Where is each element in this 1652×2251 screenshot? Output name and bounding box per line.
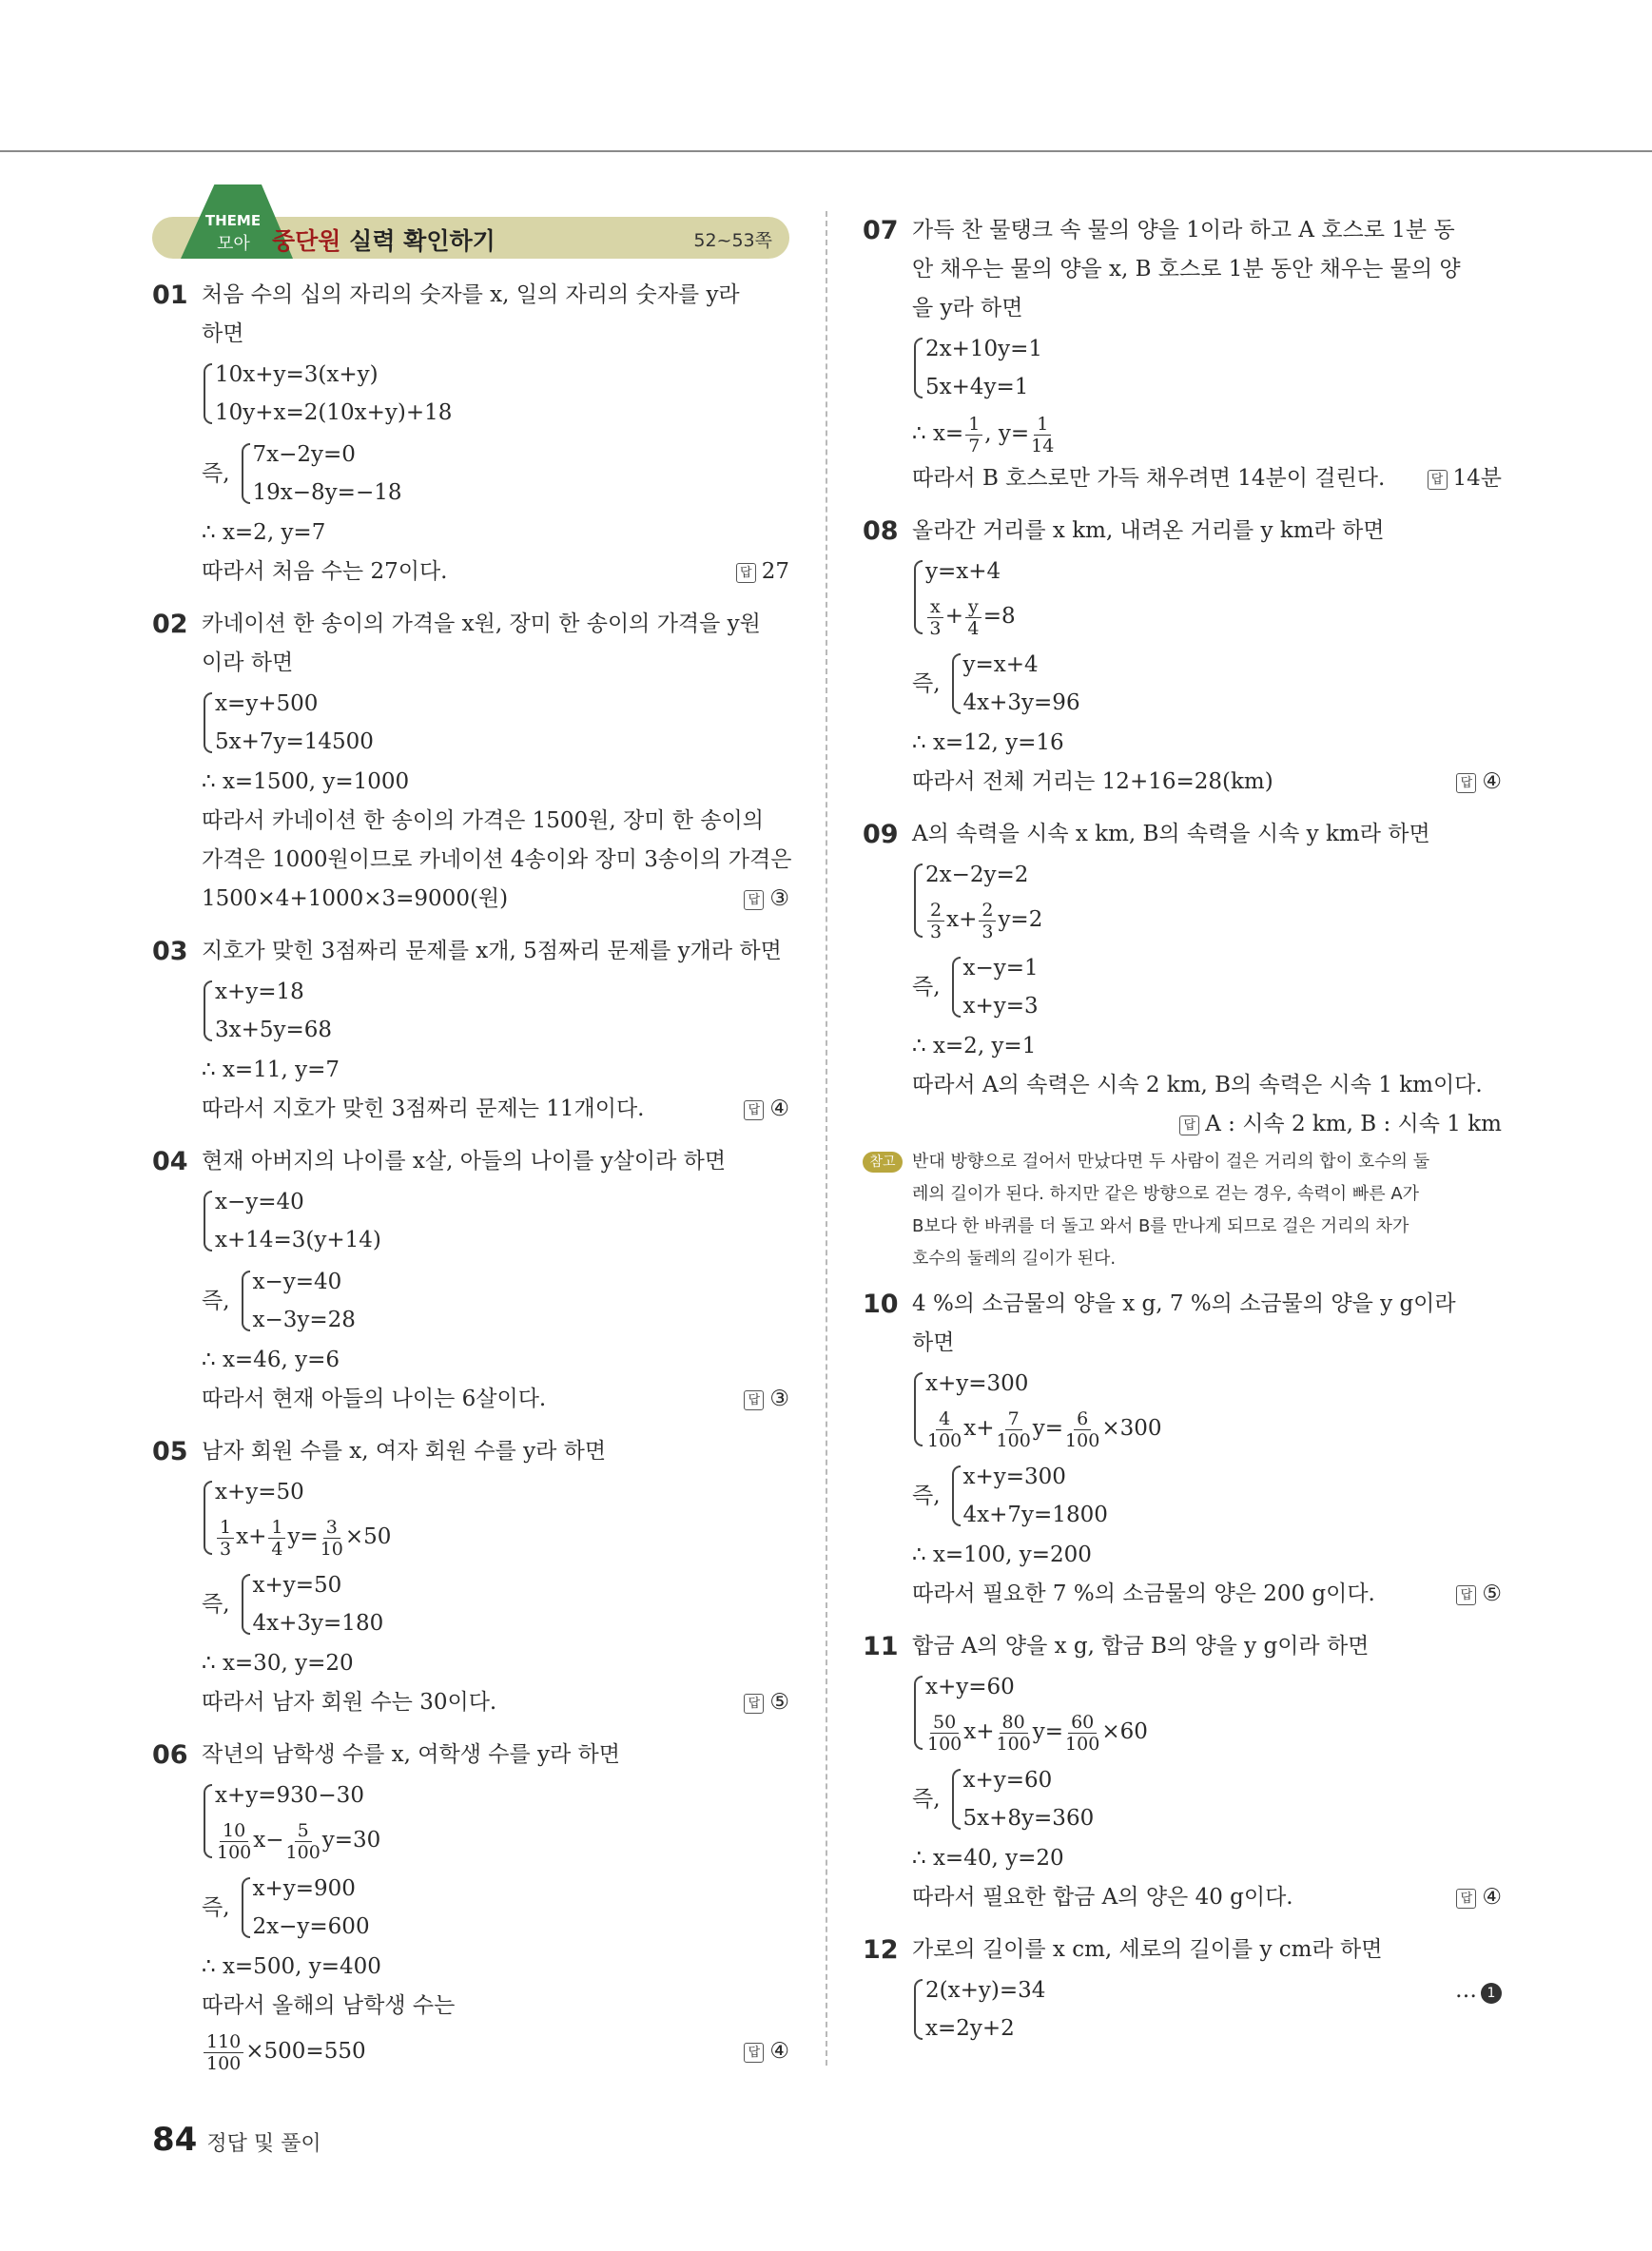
equation: x+y=900 xyxy=(252,1876,356,1901)
section-title-accent: 중단원 xyxy=(272,227,341,255)
equation: x−y=1 xyxy=(962,956,1039,980)
equation: x=y+500 xyxy=(215,691,319,716)
answer-value: ④ xyxy=(769,2039,789,2064)
equation: x−y=40 xyxy=(252,1270,342,1294)
section-title-rest: 실력 확인하기 xyxy=(349,227,496,255)
solution: ∴ x=2, y=7 xyxy=(202,520,326,545)
simplified-system xyxy=(912,644,1502,724)
answer xyxy=(1456,1878,1502,1917)
equation: x+14=3(y+14) xyxy=(215,1228,381,1252)
problem-12 xyxy=(863,1931,1502,2047)
solution: ∴ x=2, y=1 xyxy=(912,1034,1037,1058)
equation-system xyxy=(950,1761,1095,1837)
numerator: 7 xyxy=(1005,1408,1022,1430)
conclusion xyxy=(912,1575,1502,1614)
fraction xyxy=(979,900,996,942)
denominator: 4 xyxy=(967,617,980,639)
equation: 2x+10y=1 xyxy=(925,337,1043,361)
equation: y=x+4 xyxy=(925,559,1001,584)
note-tag: 참고 xyxy=(863,1152,903,1173)
conclusion xyxy=(912,1878,1502,1917)
solution: ∴ x=30, y=20 xyxy=(202,1651,354,1676)
solution: ∴ x=100, y=200 xyxy=(912,1543,1092,1567)
problem-08 xyxy=(863,512,1502,802)
solution: ∴ x=1500, y=1000 xyxy=(202,769,410,794)
problem-04 xyxy=(152,1142,789,1419)
answer xyxy=(744,2026,789,2077)
theme-badge-top: THEME xyxy=(204,212,262,229)
top-rule xyxy=(0,150,1652,152)
equation xyxy=(925,1403,1502,1454)
solution: ∴ x=46, y=6 xyxy=(202,1348,340,1372)
answer-value: ⑤ xyxy=(1482,1582,1502,1606)
simplified-system xyxy=(912,1456,1502,1536)
fraction xyxy=(1065,1408,1099,1451)
problem-text: 합금 A의 양을 x g, 합금 B의 양을 y g이라 하면 xyxy=(912,1634,1370,1659)
problem-number: 02 xyxy=(152,610,188,639)
left-column xyxy=(152,211,792,2090)
problem-text: 작년의 남학생 수를 x, 여학생 수를 y라 하면 xyxy=(202,1742,620,1767)
conclusion-text: 따라서 현재 아들의 나이는 6살이다. xyxy=(202,1387,547,1411)
problem-09 xyxy=(863,815,1502,1144)
numerator: 110 xyxy=(204,2031,243,2053)
page-footer xyxy=(152,2121,321,2159)
equation: 2x−y=600 xyxy=(252,1914,370,1939)
answer-icon: 답 xyxy=(744,1390,764,1410)
problem-02 xyxy=(152,605,792,919)
numerator: 2 xyxy=(927,900,944,922)
answer xyxy=(744,1683,789,1722)
solution: ∴ x=500, y=400 xyxy=(202,1954,381,1979)
problem-text: 처음 수의 십의 자리의 숫자를 x, 일의 자리의 숫자를 y라 xyxy=(202,282,740,307)
term: y= xyxy=(1032,1719,1064,1744)
term: ×50 xyxy=(344,1524,392,1549)
numerator: 60 xyxy=(1068,1712,1097,1734)
problem-07 xyxy=(863,211,1502,498)
column-divider xyxy=(826,211,827,2066)
jeuk-label: 즉, xyxy=(912,974,941,999)
jeuk-label: 즉, xyxy=(912,1786,941,1812)
problem-11 xyxy=(863,1627,1502,1917)
problem-number: 09 xyxy=(863,820,899,849)
answer-icon: 답 xyxy=(736,563,756,583)
equation-system xyxy=(202,973,789,1049)
term: y= xyxy=(287,1524,319,1549)
equation-system xyxy=(202,685,789,761)
solution: ∴ x=40, y=20 xyxy=(912,1846,1064,1871)
conclusion-text: 따라서 필요한 7 %의 소금물의 양은 200 g이다. xyxy=(912,1582,1375,1606)
term: + xyxy=(944,604,963,629)
problem-text: 카네이션 한 송이의 가격을 x원, 장미 한 송이의 가격을 y원 xyxy=(202,611,761,636)
equation-system xyxy=(240,436,402,512)
simplified-system xyxy=(202,1261,789,1341)
conclusion-text: 따라서 지호가 맞힌 3점짜리 문제는 11개이다. xyxy=(202,1096,645,1121)
equation: x+y=930−30 xyxy=(215,1783,364,1808)
answer-value: ④ xyxy=(1482,769,1502,794)
numerator: 1 xyxy=(268,1517,285,1539)
numerator: 10 xyxy=(220,1820,248,1842)
equation-system xyxy=(950,646,1080,722)
equation: 4x+3y=180 xyxy=(252,1611,384,1636)
term: y= xyxy=(1032,1416,1064,1441)
problem-text: 지호가 맞힌 3점짜리 문제를 x개, 5점짜리 문제를 y개라 하면 xyxy=(202,939,782,963)
equation-system xyxy=(202,1473,789,1562)
numerator: 5 xyxy=(295,1820,312,1842)
problem-number: 11 xyxy=(863,1632,899,1661)
equation: 10x+y=3(x+y) xyxy=(215,362,379,387)
answer-value: 27 xyxy=(761,559,789,584)
equation: 5x+4y=1 xyxy=(925,375,1029,399)
jeuk-label: 즉, xyxy=(202,1288,230,1313)
fraction xyxy=(927,1408,962,1451)
jeuk-label: 즉, xyxy=(912,1483,941,1508)
denominator: 3 xyxy=(930,921,943,942)
equation: 3x+5y=68 xyxy=(215,1018,333,1042)
answer-value: ⑤ xyxy=(769,1690,789,1715)
problem-number: 03 xyxy=(152,937,188,966)
equation-system xyxy=(202,1183,789,1259)
conclusion xyxy=(202,880,789,919)
equation-system xyxy=(240,1263,356,1339)
solution xyxy=(912,408,1502,459)
conclusion xyxy=(202,2026,789,2077)
denominator: 100 xyxy=(1065,1733,1100,1755)
problem-text: 가득 찬 물탱크 속 물의 양을 1이라 하고 A 호스로 1분 동 xyxy=(912,218,1455,243)
equation: x+y=50 xyxy=(252,1573,342,1598)
answer xyxy=(1428,459,1503,498)
fraction xyxy=(268,1517,285,1560)
conclusion-text: 따라서 카네이션 한 송이의 가격은 1500원, 장미 한 송이의 xyxy=(202,808,764,833)
answer-icon: 답 xyxy=(744,1694,764,1714)
conclusion-text: 따라서 B 호스로만 가득 채우려면 14분이 걸린다. xyxy=(912,466,1386,491)
term: =8 xyxy=(982,604,1016,629)
problem-number: 01 xyxy=(152,281,188,310)
term: , y= xyxy=(984,421,1030,446)
denominator: 100 xyxy=(996,1733,1031,1755)
numerator: 1 xyxy=(965,414,982,436)
problem-number: 08 xyxy=(863,516,899,546)
problem-number: 06 xyxy=(152,1740,188,1770)
answer-value: A : 시속 2 km, B : 시속 1 km xyxy=(1205,1112,1502,1136)
footer-label: 정답 및 풀이 xyxy=(206,2132,321,2156)
section-header xyxy=(152,211,789,259)
problem-text: 하면 xyxy=(912,1330,955,1355)
equation: x+y=50 xyxy=(215,1480,304,1504)
answer-value: ③ xyxy=(769,886,789,911)
equation xyxy=(925,894,1502,945)
equation xyxy=(215,1814,789,1866)
denominator: 3 xyxy=(981,921,994,942)
problem-text: 올라간 거리를 x km, 내려온 거리를 y km라 하면 xyxy=(912,518,1385,543)
marker-dots: … xyxy=(1455,1978,1477,2003)
problem-text: 하면 xyxy=(202,321,244,346)
answer xyxy=(736,553,789,592)
equation-system xyxy=(240,1566,384,1642)
denominator: 7 xyxy=(968,435,981,456)
equation-system xyxy=(202,1776,789,1866)
fraction xyxy=(927,596,943,639)
problem-text: 4 %의 소금물의 양을 x g, 7 %의 소금물의 양을 y g이라 xyxy=(912,1291,1456,1316)
problem-06 xyxy=(152,1736,789,2077)
problem-number: 04 xyxy=(152,1147,188,1176)
solution: ∴ x=12, y=16 xyxy=(912,730,1064,755)
answer-icon: 답 xyxy=(1456,1585,1476,1605)
equation-system xyxy=(912,1668,1502,1757)
conclusion xyxy=(912,459,1502,498)
note-box xyxy=(863,1146,1502,1275)
conclusion-text: 가격은 1000원이므로 카네이션 4송이와 장미 3송이의 가격은 xyxy=(202,847,792,872)
equation-system xyxy=(950,949,1039,1025)
section-title xyxy=(272,223,496,257)
equation: 2x−2y=2 xyxy=(925,863,1029,887)
denominator: 100 xyxy=(996,1429,1031,1451)
equation: 5x+8y=360 xyxy=(962,1806,1095,1831)
term: ×60 xyxy=(1101,1719,1148,1744)
answer-value: 14분 xyxy=(1452,466,1502,491)
term: x+ xyxy=(963,1719,995,1744)
conclusion-text: 따라서 A의 속력은 시속 2 km, B의 속력은 시속 1 km이다. xyxy=(912,1073,1483,1097)
denominator: 100 xyxy=(927,1733,962,1755)
fraction xyxy=(204,2031,243,2074)
answer-icon: 답 xyxy=(1456,773,1476,793)
conclusion xyxy=(202,553,789,592)
answer-icon: 답 xyxy=(744,890,764,910)
jeuk-label: 즉, xyxy=(202,1894,230,1920)
conclusion-text: 따라서 올해의 남학생 수는 xyxy=(202,1993,456,2018)
answer xyxy=(744,1380,789,1419)
equation: x+y=3 xyxy=(962,994,1039,1019)
problem-number: 12 xyxy=(863,1935,899,1965)
numerator: 2 xyxy=(979,900,996,922)
equation: x−y=40 xyxy=(215,1190,304,1214)
answer-icon: 답 xyxy=(744,2043,764,2063)
answer-icon: 답 xyxy=(1456,1889,1476,1909)
answer-icon: 답 xyxy=(1428,470,1448,490)
numerator: 80 xyxy=(1000,1712,1028,1734)
simplified-system xyxy=(202,434,789,514)
denominator: 100 xyxy=(927,1429,962,1451)
term: ×300 xyxy=(1101,1416,1162,1441)
numerator: 1 xyxy=(1034,414,1051,436)
equation-system xyxy=(912,856,1502,945)
equation-system xyxy=(240,1870,370,1946)
answer xyxy=(1456,763,1502,802)
equation: 4x+7y=1800 xyxy=(962,1503,1108,1527)
term: x− xyxy=(253,1828,284,1853)
equation xyxy=(925,1971,1502,2009)
term: x+ xyxy=(946,907,978,932)
answer-value: ④ xyxy=(1482,1885,1502,1910)
equation-system xyxy=(912,1365,1502,1454)
denominator: 100 xyxy=(1065,1429,1100,1451)
fraction xyxy=(286,1820,321,1863)
equation xyxy=(925,1706,1502,1757)
note-text: 호수의 둘레의 길이가 된다. xyxy=(912,1249,1117,1269)
problem-text: 현재 아버지의 나이를 x살, 아들의 나이를 y살이라 하면 xyxy=(202,1149,727,1174)
denominator: 10 xyxy=(320,1538,343,1560)
problem-01 xyxy=(152,276,789,592)
denominator: 4 xyxy=(271,1538,283,1560)
problem-10 xyxy=(863,1285,1502,1614)
numerator: 50 xyxy=(930,1712,959,1734)
note-text: B보다 한 바퀴를 더 돌고 와서 B를 만나게 되므로 걸은 거리의 차가 xyxy=(912,1216,1409,1236)
equation: 4x+3y=96 xyxy=(962,690,1080,715)
equation: x+y=18 xyxy=(215,980,304,1004)
equation: 10y+x=2(10x+y)+18 xyxy=(215,400,453,425)
conclusion xyxy=(202,1380,789,1419)
equation xyxy=(925,591,1502,642)
problem-text: A의 속력을 시속 x km, B의 속력을 시속 y km라 하면 xyxy=(912,822,1430,846)
step-marker xyxy=(1455,1971,1502,2009)
numerator: 3 xyxy=(323,1517,340,1539)
denominator: 3 xyxy=(220,1538,232,1560)
right-column xyxy=(863,211,1502,2061)
jeuk-label: 즉, xyxy=(202,460,230,486)
fraction xyxy=(997,1408,1031,1451)
equation-system xyxy=(912,553,1502,642)
conclusion xyxy=(202,1090,789,1129)
numerator: 4 xyxy=(936,1408,953,1430)
denominator: 14 xyxy=(1031,435,1055,456)
problem-number: 05 xyxy=(152,1437,188,1466)
theme-badge-bottom: 모아 xyxy=(217,234,250,254)
simplified-system xyxy=(912,1759,1502,1839)
denominator: 100 xyxy=(206,2052,242,2074)
problem-text: 안 채우는 물의 양을 x, B 호스로 1분 동안 채우는 물의 양 xyxy=(912,257,1461,281)
conclusion-text: 따라서 필요한 합금 A의 양은 40 g이다. xyxy=(912,1885,1293,1910)
denominator: 3 xyxy=(929,617,942,639)
answer xyxy=(912,1105,1502,1144)
fraction xyxy=(927,1712,962,1755)
jeuk-label: 즉, xyxy=(912,670,941,696)
denominator: 100 xyxy=(285,1841,321,1863)
equation-system xyxy=(202,356,789,432)
fraction xyxy=(217,1517,234,1560)
equation: x−3y=28 xyxy=(252,1308,356,1332)
answer xyxy=(744,1090,789,1129)
simplified-system xyxy=(202,1868,789,1948)
fraction xyxy=(1065,1712,1099,1755)
problem-text: 남자 회원 수를 x, 여자 회원 수를 y라 하면 xyxy=(202,1439,607,1464)
equation: x+y=300 xyxy=(925,1371,1029,1396)
equation-system xyxy=(950,1458,1108,1534)
simplified-system xyxy=(912,947,1502,1027)
numerator: x xyxy=(927,596,943,618)
numerator: y xyxy=(965,596,981,618)
fraction xyxy=(965,596,981,639)
problem-text: 가로의 길이를 x cm, 세로의 길이를 y cm라 하면 xyxy=(912,1937,1383,1962)
equation-text: 2(x+y)=34 xyxy=(925,1978,1046,2003)
problem-05 xyxy=(152,1432,789,1722)
problem-text: 을 y라 하면 xyxy=(912,296,1023,320)
equation: x+y=60 xyxy=(925,1675,1015,1699)
fraction xyxy=(997,1712,1031,1755)
circled-one-icon: 1 xyxy=(1481,1983,1502,2004)
problem-text: 이라 하면 xyxy=(202,650,294,675)
equation: x=2y+2 xyxy=(925,2016,1015,2041)
answer-value: ③ xyxy=(769,1387,789,1411)
note-text: 반대 방향으로 걸어서 만났다면 두 사람이 걸은 거리의 합이 호수의 둘 xyxy=(912,1152,1430,1172)
page-range: 52~53쪽 xyxy=(693,230,772,251)
conclusion-text: 1500×4+1000×3=9000(원) xyxy=(202,886,509,911)
answer xyxy=(1456,1575,1502,1614)
denominator: 100 xyxy=(217,1841,252,1863)
answer-value: ④ xyxy=(769,1096,789,1121)
page-number: 84 xyxy=(152,2121,198,2159)
equation: x+y=300 xyxy=(962,1465,1066,1489)
equation xyxy=(215,1511,789,1562)
jeuk-label: 즉, xyxy=(202,1591,230,1617)
equation: 7x−2y=0 xyxy=(252,442,356,467)
conclusion-text: 따라서 전체 거리는 12+16=28(km) xyxy=(912,769,1273,794)
equation: x+y=60 xyxy=(962,1768,1053,1793)
conclusion-text: 따라서 남자 회원 수는 30이다. xyxy=(202,1690,497,1715)
conclusion xyxy=(912,763,1502,802)
answer-icon: 답 xyxy=(744,1100,764,1120)
conclusion-text: 따라서 처음 수는 27이다. xyxy=(202,559,448,584)
numerator: 1 xyxy=(217,1517,234,1539)
solution: ∴ x=11, y=7 xyxy=(202,1058,340,1082)
equation: y=x+4 xyxy=(962,652,1039,677)
fraction xyxy=(217,1820,251,1863)
term: ∴ x= xyxy=(912,421,964,446)
problem-03 xyxy=(152,932,789,1129)
equation-system xyxy=(912,330,1502,406)
problem-number: 10 xyxy=(863,1290,899,1319)
fraction xyxy=(321,1517,343,1560)
fraction xyxy=(1031,414,1054,456)
answer-icon: 답 xyxy=(1179,1116,1199,1135)
problem-number: 07 xyxy=(863,216,899,245)
equation: 19x−8y=−18 xyxy=(252,480,402,505)
answer xyxy=(744,880,789,919)
note-text: 레의 길이가 된다. 하지만 같은 방향으로 걷는 경우, 속력이 빠른 A가 xyxy=(912,1184,1420,1204)
conclusion xyxy=(202,1683,789,1722)
numerator: 6 xyxy=(1074,1408,1091,1430)
fraction xyxy=(927,900,944,942)
term: x+ xyxy=(963,1416,995,1441)
term: y=2 xyxy=(998,907,1043,932)
term: x+ xyxy=(236,1524,267,1549)
simplified-system xyxy=(202,1564,789,1644)
conclusion-text: ×500=550 xyxy=(245,2039,366,2064)
fraction xyxy=(965,414,982,456)
term: y=30 xyxy=(321,1828,381,1853)
equation: 5x+7y=14500 xyxy=(215,729,374,754)
equation-system xyxy=(912,1971,1502,2047)
